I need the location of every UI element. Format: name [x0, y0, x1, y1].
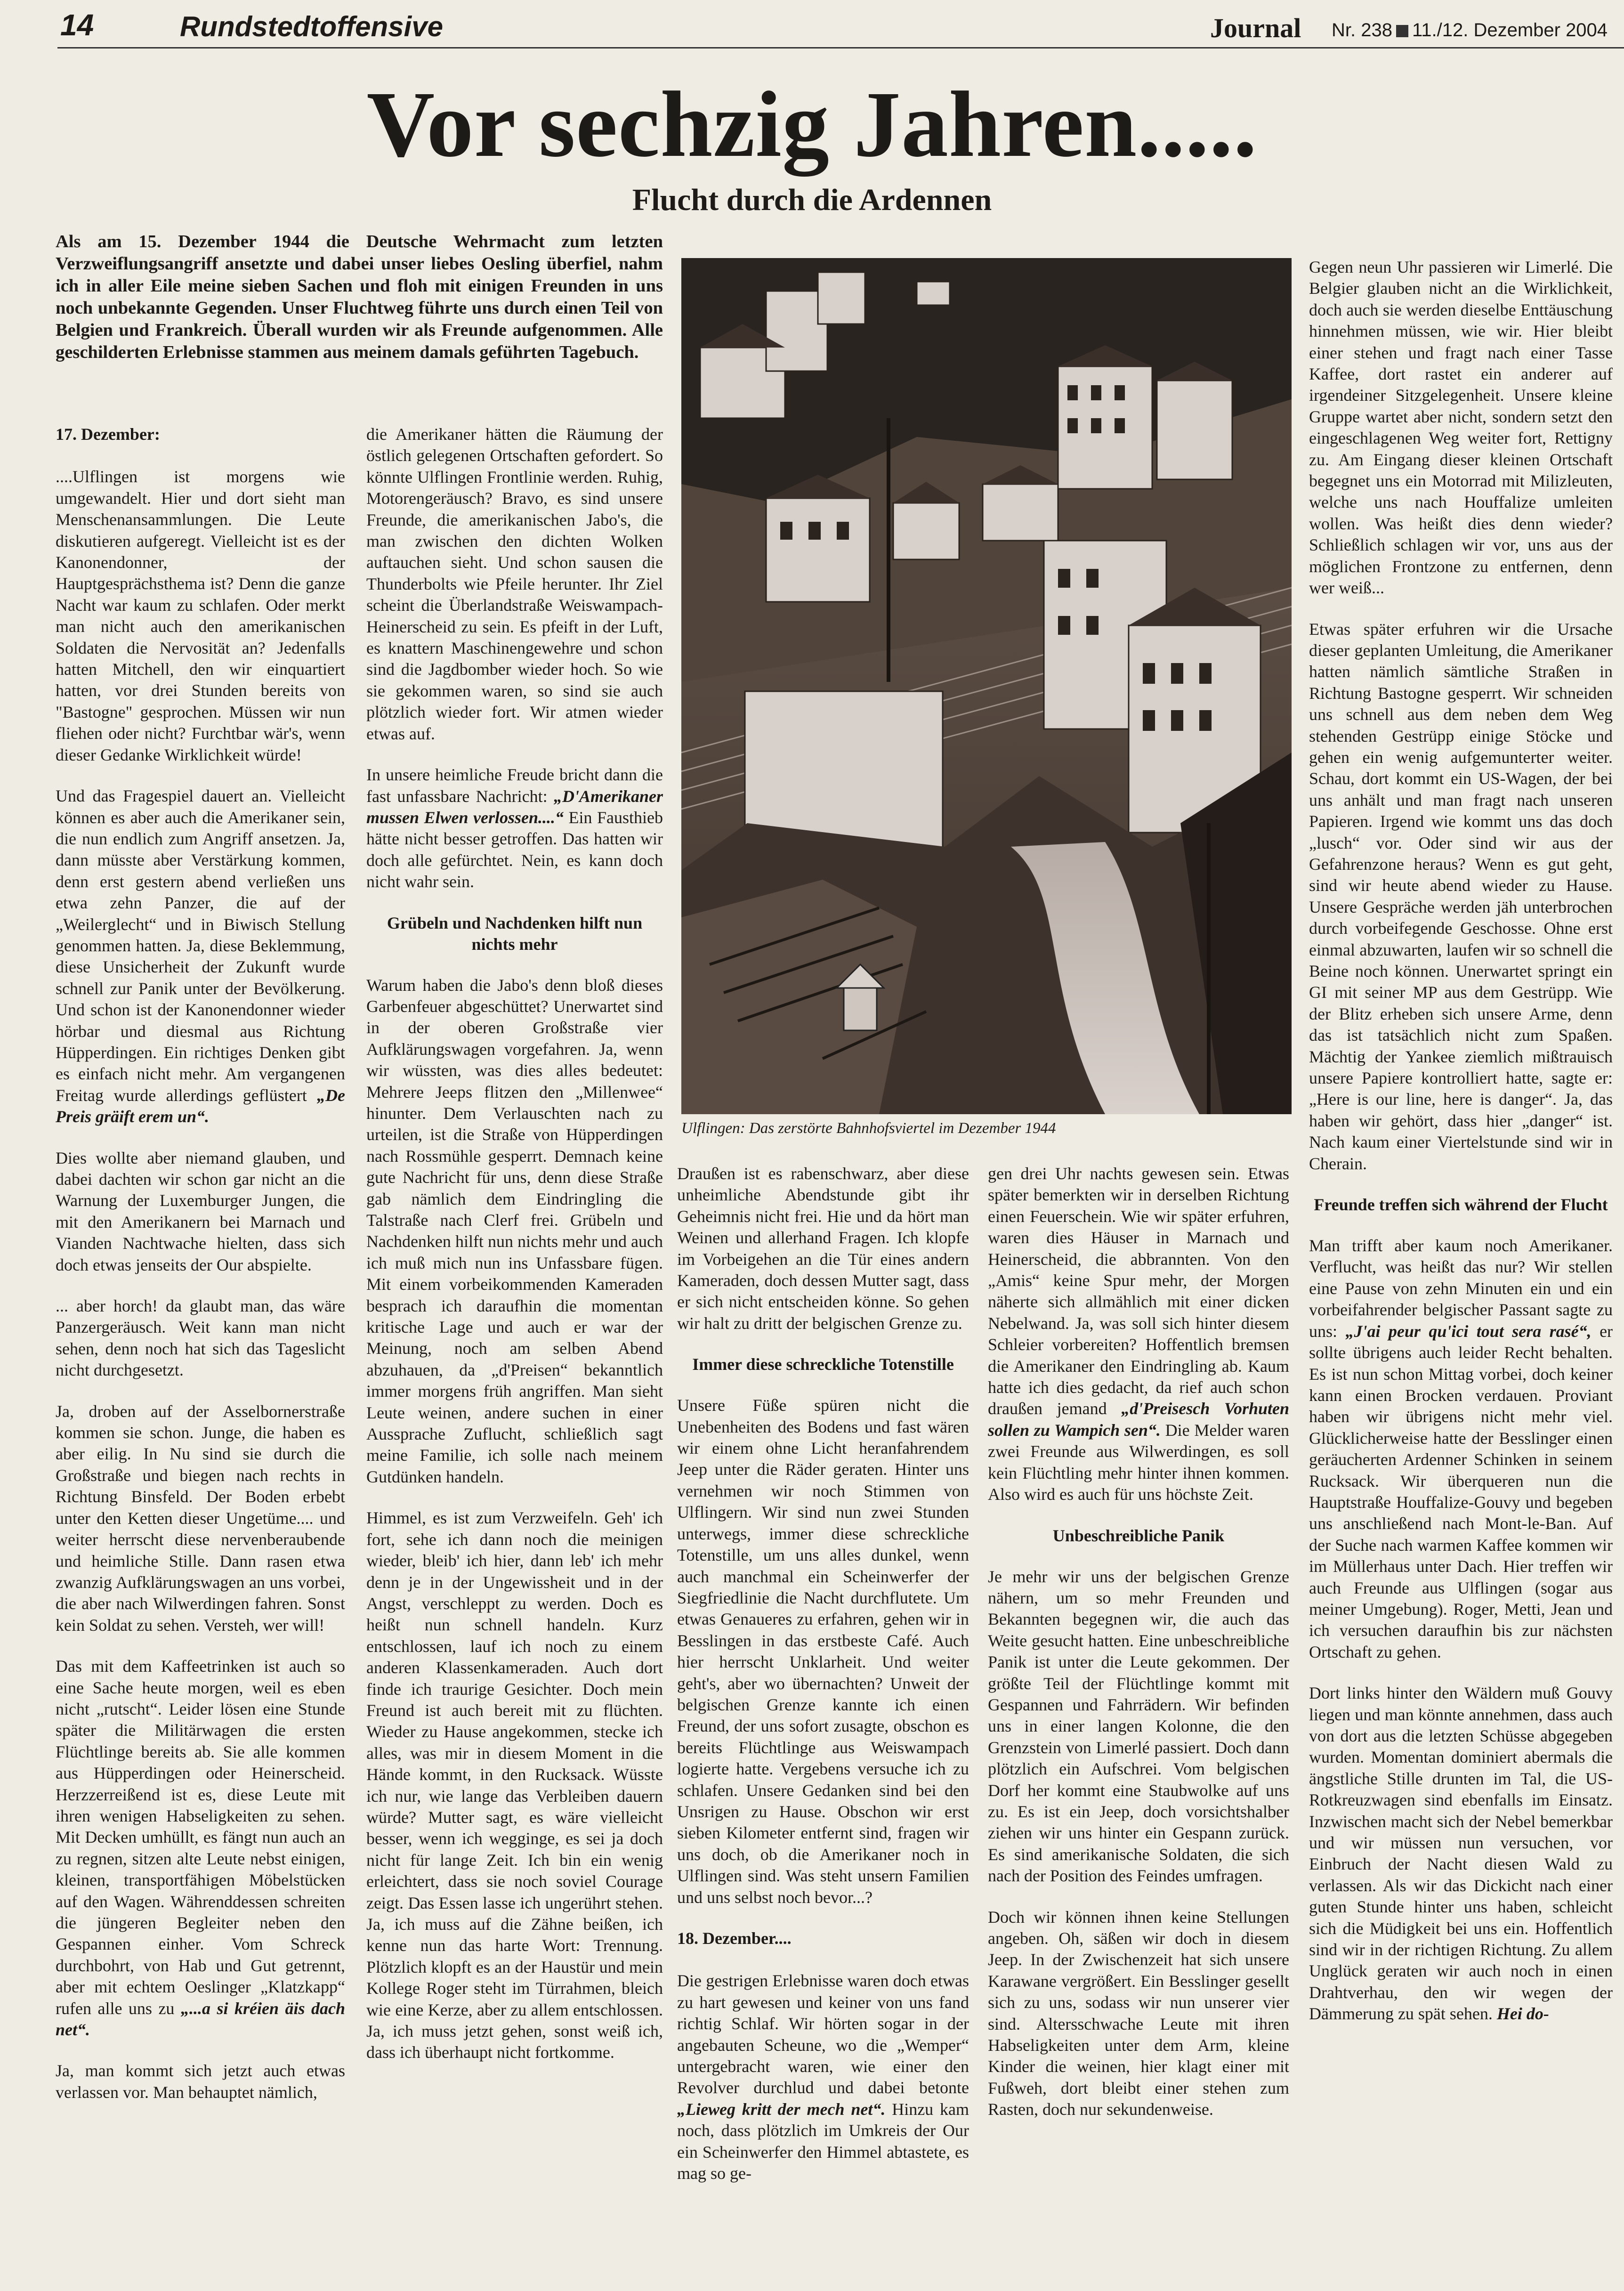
paragraph: Ja, man kommt sich jetzt auch etwas verlassen vor. Man behauptet nämlich, [56, 2061, 345, 2102]
paragraph: In unsere heimliche Freude bricht dann die fast unfassbare Nachricht: „D'Amerikaner mussen Elwen verlossen....“ Ein Fausthieb hätte nicht besser getroffen. Das hatten wir doch alle gefürchtet. Nein, es kann doch nicht wahr sein. [366, 765, 663, 891]
text-column-4 [988, 1163, 1289, 2291]
text-column-5 [1309, 257, 1613, 2291]
paragraph: Etwas später erfuhren wir die Ursache dieser geplanten Umleitung, die Amerikaner hatten nämlich sämtliche Straßen in Richtung Bastogne gesperrt. Wir schneiden uns schnell aus dem neben dem Weg stehenden Gestrüpp einige Stöcke und gehen ein wenig aufgemunterter weiter. Schau, dort kommt ein US-Wagen, der bei uns anhält und man fragt nach unseren Papieren. Irgend wie kommt uns das doch „lusch“ vor. Oder sind wir aus der Gefahrenzone heraus? Wenn es gut geht, sind wir heute abend wieder zu Hause. Unsere Gespräche werden jäh unterbrochen durch vorbeifegende Geschosse. Ohne erst einmal abzuwarten, laufen wir so schnell die Beine noch können. Unerwartet springt ein GI mit seiner MP aus dem Gestrüpp. Wie der Blitz erheben sich unsere Arme, denn das ist tatsächlich nicht zum Spaßen. Mächtig der Yankee ziemlich mißtrauisch unsere Papiere kontrolliert hatte, sagte er: „Here is our line, here is danger“. Ja, das haben wir gehört, dass hier „danger“ ist. Nach kaum einer Viertelstunde sind wir in Cherain. [1309, 619, 1613, 1173]
dialect-quote: „...a si kréien äis dach net“. [56, 1999, 345, 2040]
subheading: Freunde treffen sich während der Flucht [1314, 1195, 1608, 1214]
french-quote: „J'ai peur qu'ici tout sera rasé“, [1345, 1321, 1592, 1341]
article-lead: Als am 15. Dezember 1944 die Deutsche Wehrmacht zum letzten Verzweiflungsangriff ansetzte und dabei unser liebes Oesling überfiel, nahm ich in aller Eile meine sieben Sachen und floh mit einigen Freunden in uns noch unbekannte Gegenden. Unser Fluchtweg führte uns durch einen Teil von Belgien und Frankreich. Überall wurden wir als Freunde aufgenommen. Alle geschilderten Erlebnisse stammen aus meinem damals geführten Tagebuch. [56, 232, 663, 362]
article-subtitle: Flucht durch die Ardennen [632, 183, 992, 217]
paragraph: Dies wollte aber niemand glauben, und dabei dachten wir schon gar nicht an die Warnung der Luxemburger Jungen, die mit den Amerikanern bei Marnach und Vianden Nachtwache hielten, dass sich doch etwas jenseits der Our abspielte. [56, 1148, 345, 1274]
subheading: Unbeschreibliche Panik [1052, 1526, 1225, 1545]
dialect-quote: „d'Preisesch Vorhuten sollen zu Wampich sen“. [988, 1399, 1289, 1440]
issue-info [1332, 20, 1608, 41]
square-bullet-icon [1396, 25, 1408, 37]
issue-date: 11./12. Dezember 2004 [1412, 20, 1608, 40]
paragraph: Himmel, es ist zum Verzweifeln. Geh' ich fort, sehe ich dann noch die meinigen wieder, bleib' ich hier, dann leb' ich mehr denn je in der Ungewissheit und in der Angst, verschleppt zu werden. Doch es heißt nun schnell handeln. Kurz entschlossen, lauf ich noch zu einem anderen Klassenkameraden. Auch dort finde ich traurige Gesichter. Doch mein Freund ist auch bereit mit zu flüchten. Wieder zu Hause angekommen, stecke ich alles, was mir in diesem Moment in die Hände kommt, in den Rucksack. Wüsste ich nur, wie lange das Verbleiben dauern würde? Mutter sagt, es wäre vielleicht besser, wenn ich wegginge, es sei ja doch nicht für lange Zeit. Ich bin ein wenig erleichtert, dass sie noch soviel Courage zeigt. Das Essen lasse ich ungerührt stehen. Ja, ich muss auf die Zähne beißen, ich kenne nun das harte Wort: Trennung. Plötzlich klopft es an der Haustür und mein Kollege Roger steht im Türrahmen, bleich wie eine Kerze, aber zu allem entschlossen. Ja, ich muss jetzt gehen, sonst weiß ich, dass ich überhaupt nicht fortkomme. [366, 1508, 663, 2062]
paragraph: Unsere Füße spüren nicht die Unebenheiten des Bodens und fast wären wir einem ohne Licht heranfahrendem Jeep unter die Räder geraten. Hinter uns vernehmen wir noch Stimmen von Ulflingern. Wir sind nun zwei Stunden unterwegs, immer diese schreckliche Totenstille, um uns alles dunkel, wenn auch manchmal ein Scheinwerfer der Siegfriedlinie die Nacht durchflutete. Um etwas Genaueres zu erfahren, gehen wir in Besslingen in das erstbeste Café. Auch hier herrscht Unklarheit. Und weiter geht's, aber wo übernachten? Unweit der belgischen Grenze kannte ich einen Freund, der uns sofort zusagte, obschon es bereits Flüchtlinge aus Weiswampach logierte hatte. Vergebens versuche ich zu schlafen. Unsere Gedanken sind bei den Unsrigen zu Hause. Obschon wir erst sieben Kilometer entfernt sind, fragen wir uns doch, ob die Amerikaner noch in Ulflingen sind. Was steht unsern Familien und uns selbst noch bevor...? [677, 1396, 969, 1907]
page-number: 14 [60, 8, 94, 42]
paragraph: Man trifft aber kaum noch Amerikaner. Verflucht, was heißt das nur? Wir stellen eine Pause von zehn Minuten ein und ein vorbeifahrender belgischer Passant sagte zu uns: „J'ai peur qu'ici tout sera rasé“, er sollte übrigens auch leider Recht behalten. Es ist nun schon Mittag vorbei, doch keiner kann einen Brocken verdauen. Proviant haben wir übrigens nicht mehr viel. Glücklicherweise hatte der Besslinger einen geräucherten Ardenner Schinken in seinem Rucksack. Wir überqueren nun die Hauptstraße Houffalize-Gouvy und begeben uns anschließend nach Mont-le-Ban. Auf der Suche nach warmen Kaffee kommen wir im Müllerhaus unter Dach. Hier treffen wir auch Freunde aus Ulflingen (sogar aus meiner Umgebung). Roger, Metti, Jean und ich versuchen daraufhin bis zur nächsten Ortschaft zu gehen. [1309, 1236, 1613, 1661]
date-heading: 17. Dezember: [56, 425, 160, 444]
paragraph: Draußen ist es rabenschwarz, aber diese unheimliche Abendstunde gibt ihr Geheimnis nicht frei. Hie und da hört man Weinen und allerhand Fragen. Ich klopfe im Vorbeigehen an die Tür eines andern Kameraden, doch dessen Mutter sagt, dass er sich nicht entscheiden könne. So gehen wir halt zu dritt der belgischen Grenze zu. [677, 1164, 969, 1333]
article-title: Vor sechzig Jahren..... [366, 73, 1258, 177]
paragraph: Dort links hinter den Wäldern muß Gouvy liegen und man könnte annehmen, dass auch von dort aus die letzten Schüsse abgegeben wurden. Momentan dominiert abermals die ängstliche Stille drunten im Tal, die US-Rotkreuzwagen sind ebenfalls im Einsatz. Inzwischen macht sich der Nebel bemerkbar und wir müssen nun versuchen, vor Einbruch der Nacht diesen Wald zu verlassen. Als wir das Dickicht nach einer guten Stunde hinter uns haben, schleicht sich die Müdigkeit bei uns ein. Hoffentlich sind wir in der richtigen Richtung. Zu allem Unglück geraten wir auch noch in einen Drahtverhau, den wir wegen der Dämmerung zu spät sehen. Hei do- [1309, 1684, 1613, 2024]
publication-name: Journal [1210, 13, 1301, 43]
text-column-3 [677, 1163, 969, 2291]
photo-caption: Ulflingen: Das zerstörte Bahnhofsviertel im Dezember 1944 [681, 1120, 1056, 1137]
dialect-quote: „D'Amerikaner mussen Elwen verlossen....“ [366, 786, 663, 827]
text-column-2 [366, 424, 663, 2291]
date-heading: 18. Dezember.... [677, 1929, 792, 1948]
paragraph: Die gestrigen Erlebnisse waren doch etwas zu hart gewesen und keiner von uns fand richtig Schlaf. Wir hörten sogar in der angebauten Scheune, wo die „Wemper“ untergebracht waren, wie einer den Revolver durchlud und dabei betonte „Lieweg kritt der mech net“. Hinzu kam noch, dass plötzlich im Umkreis der Our ein Scheinwerfer den Himmel abtastete, es mag so ge- [677, 1971, 969, 2183]
paragraph: Das mit dem Kaffeetrinken ist auch so eine Sache heute morgen, weil es eben nicht „rutscht“. Leider lösen eine Stunde später die Militärwagen die ersten Flüchtlinge bereits ab. Sie alle kommen aus Hüpperdingen oder Heinerscheid. Herzzerreißend ist es, diese Leute mit ihren wenigen Habseligkeiten zu sehen. Mit Decken umhüllt, es fängt nun auch an zu regnen, sitzen alte Leute nebst einigen, kleinen, transportfähigen Möbelstücken auf den Wagen. Währenddessen schreiten die jüngeren Begleiter neben den Gespannen einher. Vom Schreck durchbohrt, von Hab und Gut getrennt, aber mit echtem Oeslinger „Klatzkapp“ rufen alle uns zu „...a si kréien äis dach net“. [56, 1657, 345, 2040]
dialect-quote: „Lieweg kritt der mech net“. [677, 2099, 886, 2119]
subheading: Immer diese schreckliche Totenstille [692, 1355, 954, 1374]
article-photo [681, 258, 1292, 1114]
paragraph: gen drei Uhr nachts gewesen sein. Etwas später bemerkten wir in derselben Richtung einen Feuerschein. Wie wir später erfuhren, waren dies Häuser in Marnach und Heinerscheid, die abbrannten. Von den „Amis“ keine Spur mehr, der Morgen näherte sich allmählich mit einer dicken Nebelwand. Ja, was soll sich hinter diesem Schleier vorbereiten? Hoffentlich bremsen die Amerikaner den Eindringling ab. Kaum hatte ich dies gedacht, da rief auch schon draußen jemand „d'Preisesch Vorhuten sollen zu Wampich sen“. Die Melder waren zwei Freunde aus Wilwerdingen, es soll kein Flüchtling mehr hinter ihnen kommen. Also wird es auch für uns höchste Zeit. [988, 1164, 1289, 1504]
paragraph: Ja, droben auf der Asselbornerstraße kommen sie schon. Junge, die haben es aber eilig. In Nu sind sie durch die Großstraße und biegen nach rechts in Richtung Binsfeld. Der Boden erbebt unter den Ketten dieser Ungetüme.... und weiter herrscht diese nervenberaubende und heimliche Stille. Dann rasen etwa zwanzig Aufklärungswagen an uns vorbei, die aber nach Wilwerdingen fahren. Sonst kein Soldat zu sehen. Versteh, wer will! [56, 1401, 345, 1635]
paragraph: Gegen neun Uhr passieren wir Limerlé. Die Belgier glauben nicht an die Wirklichkeit, doch auch sie werden dieselbe Enttäuschung hinnehmen müssen, wie wir. Hier bleibt einer stehen und fragt nach einer Tasse Kaffee, dort rastet ein anderer auf irgendeiner Sitzgelegenheit. Unsere kleine Gruppe wartet aber nicht, sondern setzt den eingeschlagenen Weg weiter fort, Rettigny zu. Am Eingang dieser kleinen Ortschaft begegnet uns ein Motorrad mit Milizleuten, welche uns nach Houffalize umleiten wollen. Was heißt dies denn wieder? Schließlich schlagen wir vor, uns aus der möglichen Frontzone zu entfernen, denn wer weiß... [1309, 258, 1613, 598]
dialect-quote: „De Preis gräift erem un“. [56, 1085, 345, 1126]
paragraph: Warum haben die Jabo's denn bloß dieses Garbenfeuer abgeschüttet? Unerwartet sind in der oberen Großstraße vier Aufklärungswagen vorgefahren. Ja, wenn wir wüssten, was dies alles bedeutet: Mehrere Jeeps flitzen den „Millenwee“ hinunter. Dem Verlauschten nach zu urteilen, ist die Straße von Hüpperdingen nach Rossmühle gesperrt. Demnach keine gute Nachricht für uns, denn diese Straße gab nämlich dem Eindringling die Talstraße nach Clerf frei. Grübeln und Nachdenken hilft nun nichts mehr und auch ich muß mich nun ins Unfassbare fügen. Mit einem vorbeikommenden Kameraden besprach ich daraufhin die momentan kritische Lage und auch er war der Meinung, noch am selben Abend abzuhauen, da „d'Preisen“ bekanntlich immer morgens früh angriffen. Man sieht Leute weinen, andere suchen in einer Aussprache Zuflucht, schließlich sagt meine Familie, ich solle nach meinem Gutdünken handeln. [366, 975, 663, 1486]
issue-number: Nr. 238 [1332, 20, 1392, 40]
header-rule [57, 47, 1624, 49]
paragraph: die Amerikaner hätten die Räumung der östlich gelegenen Ortschaften gefordert. So könnte Ulflingen Frontlinie werden. Ruhig, Motorengeräusch? Bravo, es sind unsere Freunde, die amerikanischen Jabo's, die man zwischen den dichten Wolken auftauchen sieht. Und schon sausen die Thunderbolts wie Pfeile herunter. Ihr Ziel scheint die Überlandstraße Weiswampach-Heinerscheid zu sein. Es pfeift in der Luft, es knattern Maschinengewehre und schon sind die Jagdbomber wieder hoch. So wie sie gekommen waren, so sind sie auch plötzlich wieder fort. Wir atmen wieder etwas auf. [366, 425, 663, 743]
paragraph: Je mehr wir uns der belgischen Grenze nähern, um so mehr Freunden und Bekannten begegnen wir, die auch das Weite gesucht hatten. Eine unbeschreibliche Panik ist unter die Leute gekommen. Der größte Teil der Flüchtlinge kommt mit Gespannen und Fahrrädern. Wir befinden uns in einer langen Kolonne, die den Grenzstein von Limerlé passiert. Doch dann plötzlich ein Aufschrei. Vom belgischen Dorf her kommt eine Staubwolke auf uns zu. Es ist ein Jeep, doch vorsichtshalber ziehen wir uns hinter ein Gespann zurück. Es sind amerikanische Soldaten, die sich nach der Position des Feindes umfragen. [988, 1567, 1289, 1886]
dialect-quote: Hei do- [1496, 2004, 1549, 2024]
text-column-1 [56, 424, 345, 2291]
paragraph: Und das Fragespiel dauert an. Vielleicht können es aber auch die Amerikaner sein, die nun endlich zum Angriff ansetzen. Ja, dann müsste aber Verstärkung kommen, denn erst gestern abend verließen uns etwa zehn Panzer, die auf der „Weilerglecht“ und in Biwisch Stellung genommen hatten. Ja, diese Beklemmung, diese Unsicherheit der Zukunft wurde schnell zur Panik unter der Bevölkerung. Und schon ist der Kanonendonner wieder hörbar und diesmal aus Richtung Hüpperdingen. Ein richtiges Denken gibt es einfach nicht mehr. Am vergangenen Freitag wurde allerdings geflüstert „De Preis gräift erem un“. [56, 786, 345, 1126]
paragraph: ... aber horch! da glaubt man, das wäre Panzergeräusch. Weit kann man nicht sehen, denn noch hat sich das Tageslicht nicht durchgesetzt. [56, 1296, 345, 1380]
subheading: Grübeln und Nachdenken hilft nun nichts mehr [387, 913, 643, 954]
paragraph: Doch wir können ihnen keine Stellungen angeben. Oh, säßen wir doch in diesem Jeep. In der Zwischenzeit hat sich unsere Karawane vergrößert. Ein Besslinger gesellt sich zu uns, sodass wir nun unserer vier sind. Altersschwache Leute mit ihren Habseligkeiten unter dem Arm, kleine Kinder die weinen, hier klagt einer mit Fußweh, dort bleibt einer stehen zum Rasten, doch nur sekundenweise. [988, 1907, 1289, 2119]
destroyed-station-district-photo [681, 258, 1292, 1114]
section-name: Rundstedtoffensive [180, 11, 443, 42]
paragraph: ....Ulflingen ist morgens wie umgewandelt. Hier und dort sieht man Menschenansammlungen. Die Leute diskutieren aufgeregt. Vielleicht ist es der Kanonendonner, der Hauptgesprächsthema ist? Denn die ganze Nacht war kaum zu schlafen. Oder merkt man nicht auch den amerikanischen Soldaten die Nervosität an? Jedenfalls hatten Mitchell, den wir einquartiert hatten, vor drei Stunden bereits von "Bastogne" gesprochen. Müssen wir nun fliehen oder nicht? Furchtbar wär's, wenn dieser Gedanke Wirklichkeit würde! [56, 467, 345, 764]
